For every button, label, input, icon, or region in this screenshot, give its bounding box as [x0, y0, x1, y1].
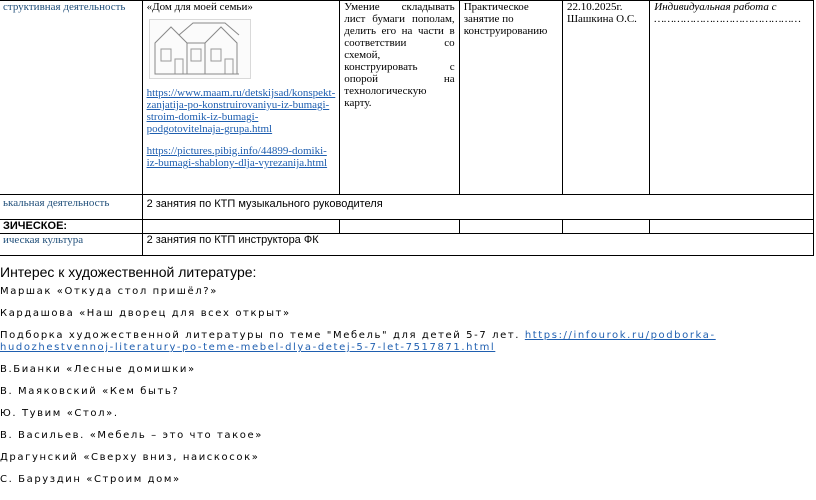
empty-cell: [459, 220, 562, 234]
literature-section: [0, 264, 816, 496]
table-row-music: [0, 195, 814, 220]
music-text-cell: 2 занятия по КТП музыкального руководителя: [142, 195, 813, 220]
literature-item: В.Бианки «Лесные домишки»: [0, 364, 196, 375]
individual-work-cell: Индивидуальная работа с ………………………………………: [650, 1, 814, 195]
section-label-cell: ЗИЧЕСКОЕ:: [0, 220, 142, 234]
konspekt-link[interactable]: https://www.maam.ru/detskijsad/konspekt-zanjatija-po-konstruirovaniyu-iz-bumagi-stroim-domik-iz-bumagi-podgotovitelnaja-grupa.html: [146, 87, 336, 135]
activity-cell: ическая культура: [0, 234, 142, 256]
activity-cell: ькальная деятельность: [0, 195, 142, 220]
form-cell: Практическое занятие по конструированию: [459, 1, 562, 195]
literature-item: Драгунский «Сверху вниз, наискосок»: [0, 452, 260, 463]
date-cell: [562, 1, 649, 195]
empty-cell: [650, 220, 814, 234]
literature-item: С. Баруздин «Строим дом»: [0, 474, 181, 485]
templates-link[interactable]: https://pictures.pibig.info/44899-domiki-iz-bumagi-shablony-dlja-vyrezanija.html: [146, 145, 328, 169]
literature-item: Ю. Тувим «Стол».: [0, 408, 119, 419]
empty-cell: [142, 220, 340, 234]
table-row-physical-heading: [0, 220, 814, 234]
paper-house-template-icon: [149, 19, 251, 79]
goal-cell: Умение складывать лист бумаги пополам, делить его на части в соответствии со схемой, конструировать с опорой на технологическую карту.: [340, 1, 459, 195]
physical-text-cell: 2 занятия по КТП инструктора ФК: [142, 234, 813, 256]
literature-item: В. Васильев. «Мебель – это что такое»: [0, 430, 263, 441]
literature-item: Кардашова «Наш дворец для всех открыт»: [0, 308, 291, 319]
theme-title: «Дом для моей семьи»: [146, 1, 253, 13]
literature-heading: Интерес к художественной литературе:: [0, 264, 257, 280]
literature-item-text: Подборка художественной литературы по теме "Мебель" для детей 5-7 лет.: [0, 330, 521, 341]
literature-item: Маршак «Откуда стол пришёл?»: [0, 286, 218, 297]
empty-cell: [562, 220, 649, 234]
theme-cell: [142, 1, 340, 195]
literature-item: В. Маяковский «Кем быть?: [0, 386, 180, 397]
teacher-name: Шашкина О.С.: [566, 13, 637, 25]
literature-link[interactable]: https://infourok.ru/podborka-hudozhestvennoj-literatury-po-teme-mebel-dlya-detej-5-7-let-7517871.html: [0, 330, 716, 353]
table-row-construction: [0, 1, 814, 195]
date-text: 22.10.2025г.: [566, 1, 623, 13]
activity-cell: структивная деятельность: [0, 1, 142, 195]
literature-item: [0, 330, 816, 354]
table-row-physical: [0, 234, 814, 256]
empty-cell: [340, 220, 459, 234]
